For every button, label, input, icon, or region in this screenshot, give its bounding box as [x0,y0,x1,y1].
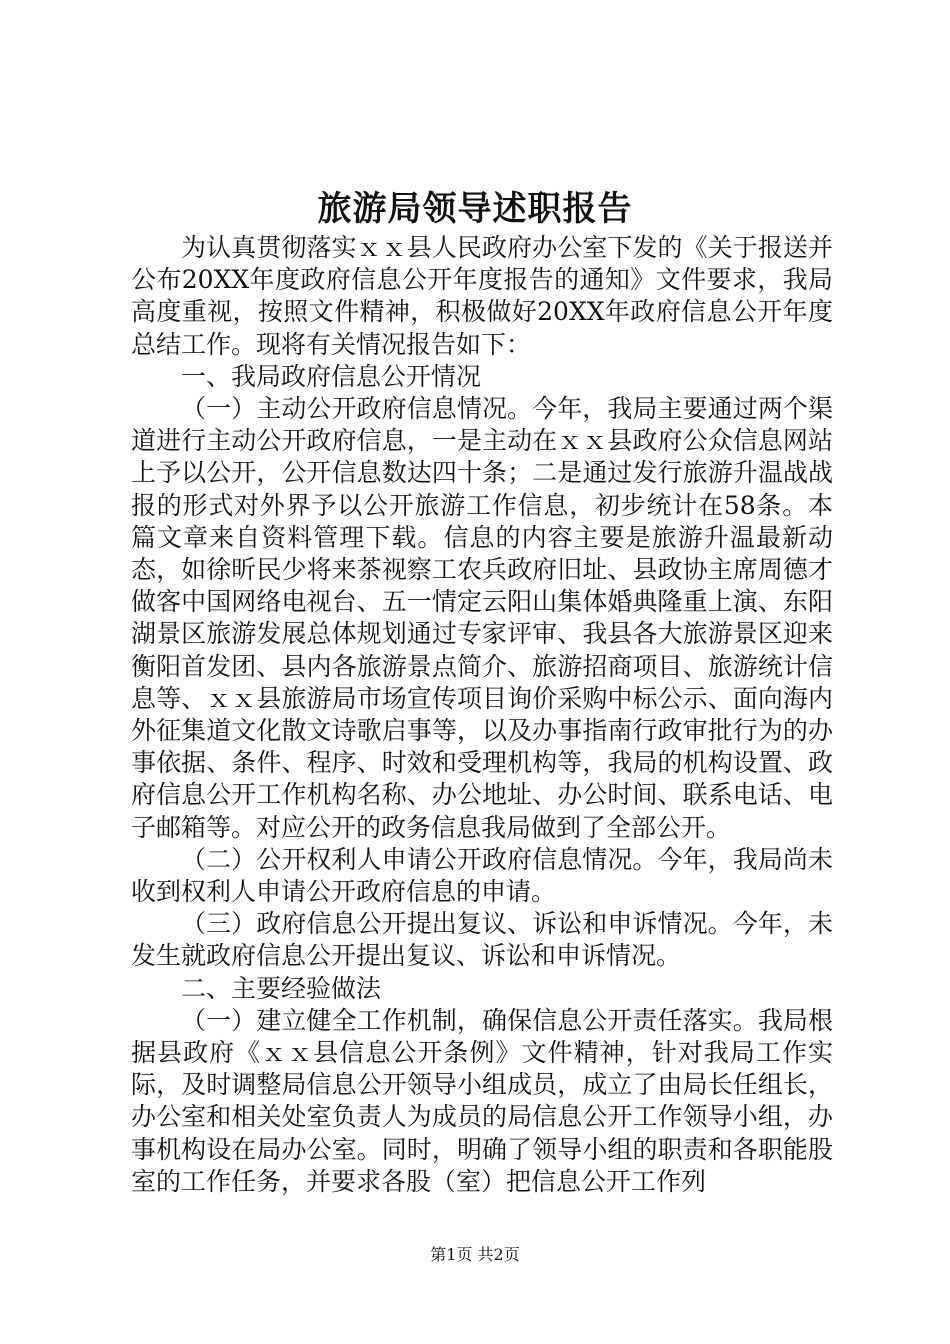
document-title: 旅游局领导述职报告 [317,189,633,229]
document-body [131,232,833,1198]
paragraph-intro: 为认真贯彻落实ｘｘ县人民政府办公室下发的《关于报送并公布20XX年度政府信息公开年度报告的通知》文件要求，我局高度重视，按照文件精神，积极做好20XX年政府信息公开年度总结工作。现将有关情况报告如下： [131,233,833,359]
paragraph-mechanism: （一）建立健全工作机制，确保信息公开责任落实。我局根据县政府《ｘｘ县信息公开条例》文件精神，针对我局工作实际，及时调整局信息公开领导小组成员，成立了由局长任组长，办公室和相关处室负责人为成员的局信息公开工作领导小组，办事机构设在局办公室。同时，明确了领导小组的职责和各职能股室的工作任务，并要求各股（室）把信息公开工作列 [131,1005,833,1196]
paragraph-active-disclosure: （一）主动公开政府信息情况。今年，我局主要通过两个渠道进行主动公开政府信息，一是主动在ｘｘ县政府公众信息网站上予以公开，公开信息数达四十条；二是通过发行旅游升温战战报的形式对外界予以公开旅游工作信息，初步统计在58条。本篇文章来自资料管理下载。信息的内容主要是旅游升温最新动态，如徐昕民少将来茶视察工农兵政府旧址、县政协主席周德才做客中国网络电视台、五一情定云阳山集体婚典隆重上演、东阳湖景区旅游发展总体规划通过专家评审、我县各大旅游景区迎来衡阳首发团、县内各旅游景点简介、旅游招商项目、旅游统计信息等、ｘｘ县旅游局市场宣传项目询价采购中标公示、面向海内外征集道文化散文诗歌启事等，以及办事指南行政审批行为的办事依据、条件、程序、时效和受理机构等，我局的机构设置、政府信息公开工作机构名称、办公地址、办公时间、联系电话、电子邮箱等。对应公开的政务信息我局做到了全部公开。 [131,394,833,842]
paragraph-applications: （二）公开权利人申请公开政府信息情况。今年，我局尚未收到权利人申请公开政府信息的申请。 [131,844,833,907]
heading-section-2: 二、主要经验做法 [181,973,382,1003]
paragraph-appeals: （三）政府信息公开提出复议、诉讼和申诉情况。今年，未发生就政府信息公开提出复议、诉讼和申诉情况。 [131,909,833,971]
heading-section-1: 一、我局政府信息公开情况 [181,361,482,391]
page-footer: 第1页 共2页 [430,1245,520,1264]
